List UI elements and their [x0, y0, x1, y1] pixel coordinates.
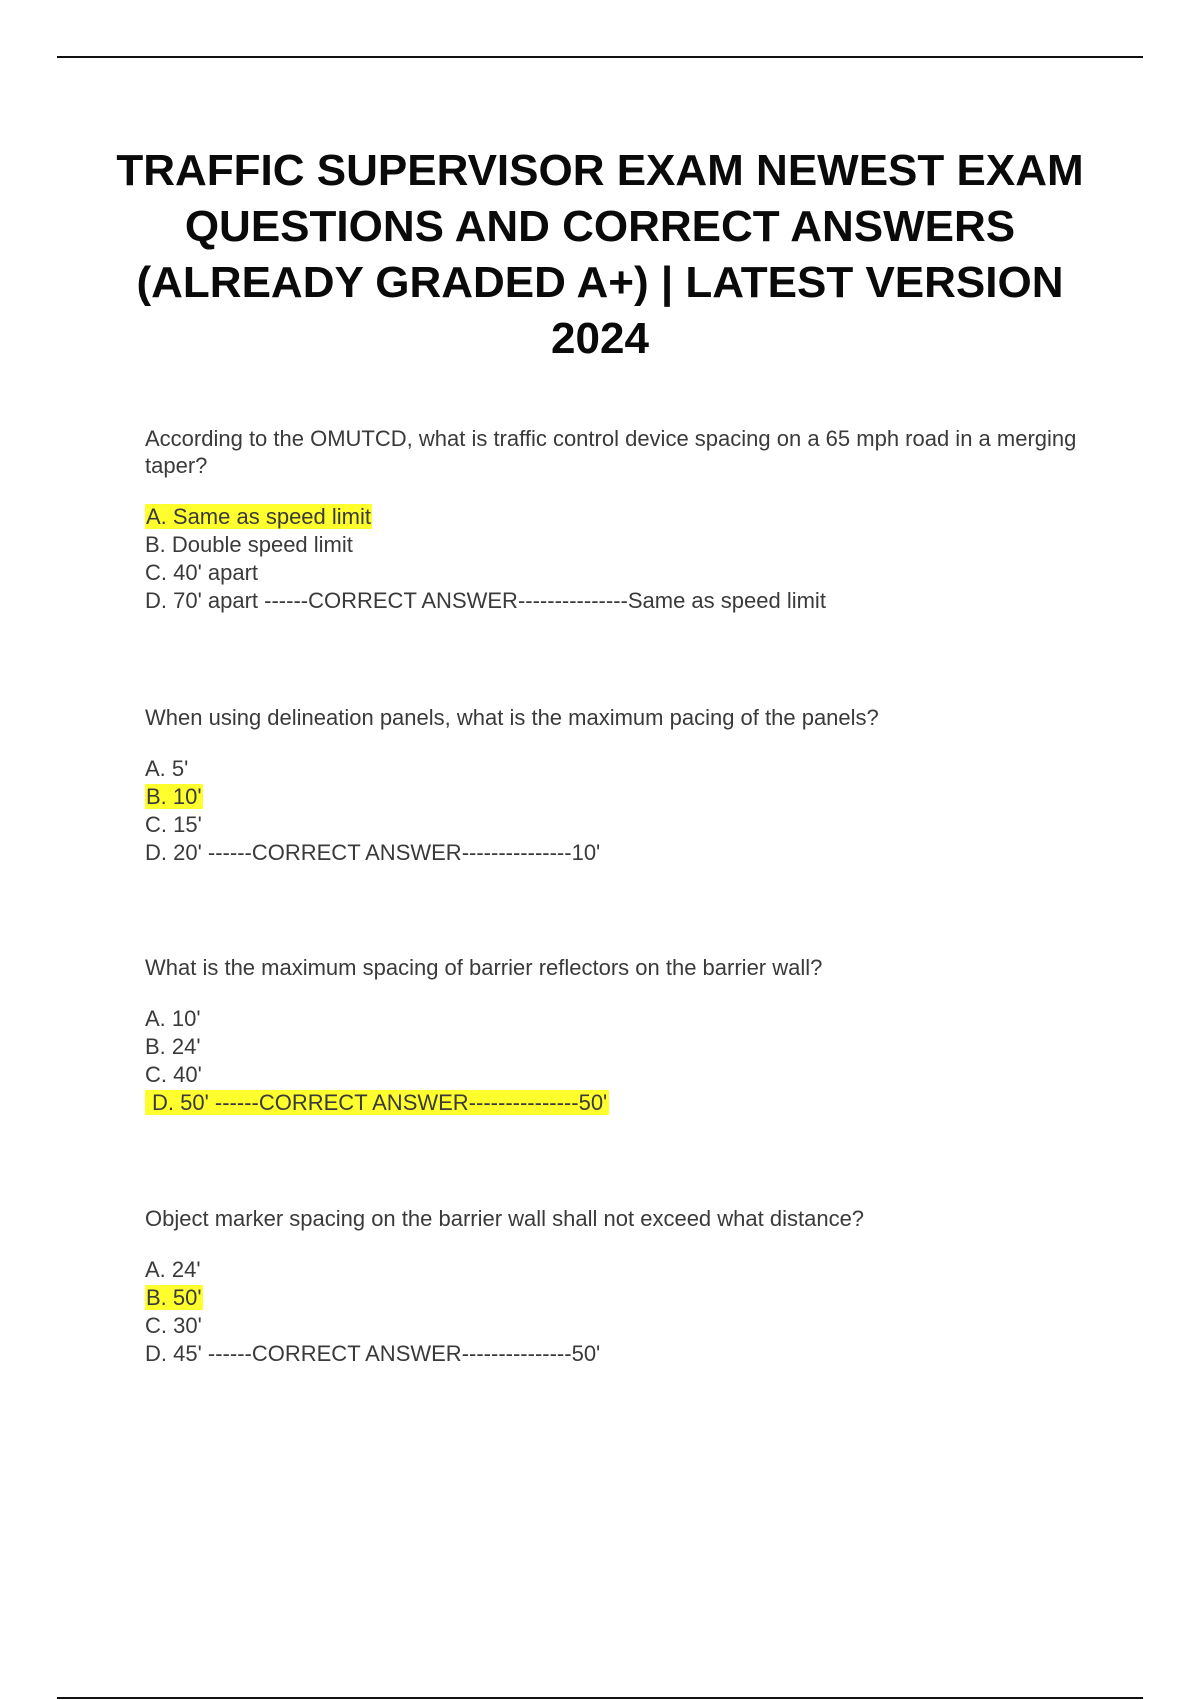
highlighted-correct-option: B. 50' [146, 1285, 202, 1310]
option-a [145, 503, 1085, 531]
question-3 [145, 954, 1085, 1117]
highlighted-correct-option: A. Same as speed limit [146, 504, 371, 529]
highlighted-correct-option: B. 10' [146, 784, 202, 809]
document-title: TRAFFIC SUPERVISOR EXAM NEWEST EXAM QUESTIONS AND CORRECT ANSWERS (ALREADY GRADED A+) | LATEST VERSION 2024 [116, 146, 1084, 363]
question-2 [145, 704, 1085, 867]
option-b: B. Double speed limit [145, 532, 353, 557]
top-rule [57, 56, 1143, 58]
question-4 [145, 1205, 1085, 1368]
option-c: C. 30' [145, 1313, 202, 1338]
option-d [145, 1089, 1085, 1117]
option-c: C. 40' apart [145, 560, 259, 585]
option-a: A. 24' [145, 1257, 201, 1282]
option-c: C. 40' [145, 1062, 202, 1087]
question-text: Object marker spacing on the barrier wall shall not exceed what distance? [145, 1206, 865, 1231]
highlighted-correct-option: D. 50' ------CORRECT ANSWER---------------50' [145, 1090, 609, 1115]
bottom-rule [57, 1697, 1143, 1699]
option-c: C. 15' [145, 812, 202, 837]
question-text: What is the maximum spacing of barrier reflectors on the barrier wall? [145, 955, 823, 980]
question-text: When using delineation panels, what is the maximum pacing of the panels? [145, 705, 879, 730]
option-d: D. 20' ------CORRECT ANSWER---------------10' [145, 840, 601, 865]
question-text: According to the OMUTCD, what is traffic control device spacing on a 65 mph road in a merging taper? [145, 426, 1077, 478]
option-b [145, 1284, 1085, 1312]
option-b: B. 24' [145, 1034, 201, 1059]
option-d: D. 70' apart ------CORRECT ANSWER---------------Same as speed limit [145, 588, 826, 613]
option-b [145, 783, 1085, 811]
question-1 [145, 425, 1085, 615]
option-a: A. 5' [145, 756, 189, 781]
option-d: D. 45' ------CORRECT ANSWER---------------50' [145, 1341, 601, 1366]
option-a: A. 10' [145, 1006, 201, 1031]
